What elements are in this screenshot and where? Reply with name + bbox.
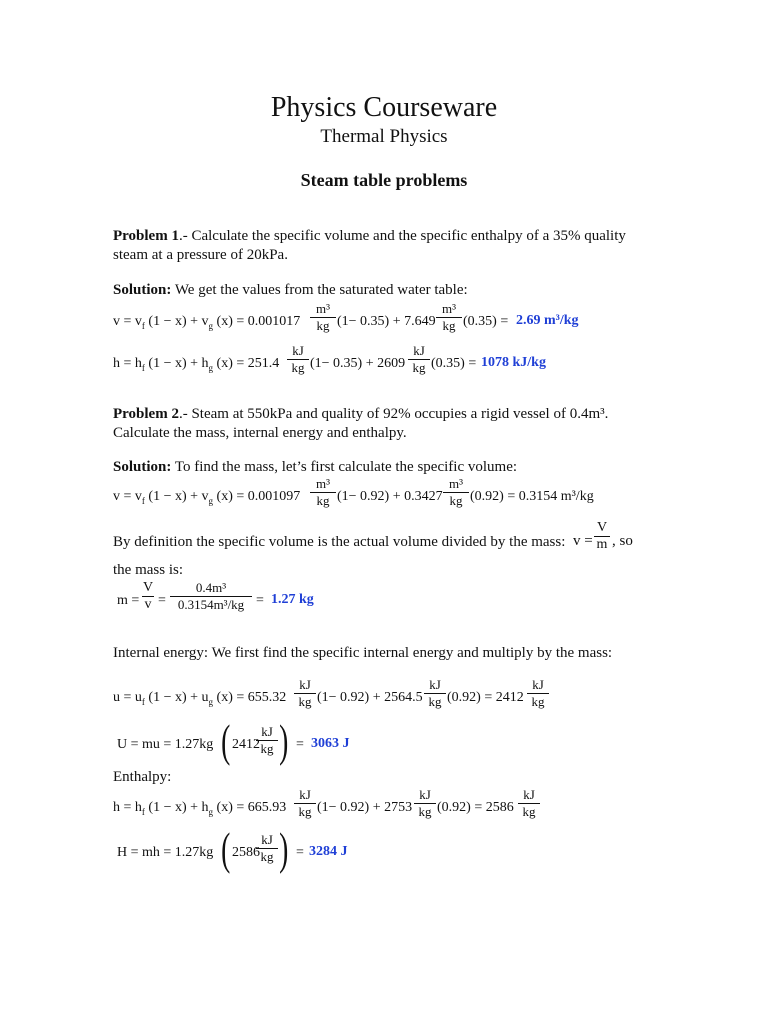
eq-part: (1− 0.92) + 0.3427 [337, 489, 443, 504]
fraction [518, 788, 540, 819]
enthalpy-label: Enthalpy: [113, 769, 172, 785]
result-value: 1078 kJ/kg [481, 355, 546, 370]
frac-num: kJ [413, 343, 425, 358]
eq-part: (0.35) = [463, 314, 509, 329]
eq-p1-h [113, 356, 279, 373]
frac-den: kg [316, 318, 330, 333]
frac-den: kg [260, 741, 274, 756]
frac-den: kg [412, 360, 426, 375]
eq-part: (0.92) = 2412 [447, 690, 524, 705]
eq-part: (x) = 665.93 [216, 800, 287, 815]
frac-num: 0.4m³ [195, 580, 227, 595]
page-subtitle: Thermal Physics [320, 126, 448, 147]
eq-p2-u [113, 690, 286, 707]
eq-part: (1− 0.35) + 2609 [310, 356, 406, 371]
eq-sub: f [141, 696, 145, 707]
eq-part: (1 − x) + h [148, 356, 209, 371]
fraction [310, 302, 336, 333]
problem2-solution [113, 458, 643, 477]
definition-text: By definition the specific volume is the actual volume divided by the mass: [113, 534, 566, 550]
frac-den: m [596, 537, 608, 552]
frac-den: v [144, 597, 152, 612]
eq-part: 2412 [232, 737, 260, 752]
frac-den: kg [298, 694, 312, 709]
frac-num: kJ [299, 787, 311, 802]
problem1-solution [113, 281, 643, 300]
eq-sub: f [141, 362, 145, 373]
left-paren: ( [221, 715, 231, 766]
problem2-solution-label: Solution: [113, 459, 172, 475]
eq-part: v = [573, 533, 593, 549]
frac-num: kJ [523, 787, 535, 802]
problem1-label: Problem 1 [113, 228, 179, 244]
result-value: 2.69 m³/kg [516, 313, 579, 328]
fraction [256, 833, 278, 864]
page-title: Physics Courseware [270, 92, 498, 123]
frac-num: m³ [441, 301, 456, 316]
fraction [287, 344, 309, 375]
frac-den: kg [298, 804, 312, 819]
frac-num: m³ [315, 476, 330, 491]
internal-energy-text: Internal energy: We first find the specific internal energy and multiply by the mass: [113, 645, 613, 661]
frac-num: kJ [419, 787, 431, 802]
eq-part: u = u [113, 690, 142, 705]
result-value: 3063 J [311, 736, 350, 751]
eq-part: m = [117, 593, 140, 608]
eq-sub: f [141, 320, 145, 331]
frac-den: kg [418, 804, 432, 819]
frac-den: kg [316, 493, 330, 508]
frac-num: V [596, 520, 608, 535]
fraction [414, 788, 436, 819]
fraction [424, 678, 446, 709]
result-value: 1.27 kg [271, 592, 314, 607]
frac-num: kJ [429, 677, 441, 692]
fraction [294, 788, 316, 819]
eq-sub: f [141, 495, 145, 506]
eq-part: (x) = 0.001097 [216, 489, 301, 504]
problem1-text: .- Calculate the specific volume and the specific enthalpy of a 35% quality steam at a pressure of 20kPa. [113, 228, 626, 263]
problem1-statement [113, 227, 643, 265]
eq-part: (1 − x) + v [148, 489, 209, 504]
eq-part: , so [612, 533, 633, 549]
problem2-text: .- Steam at 550kPa and quality of 92% occupies a rigid vessel of 0.4m³. Calculate the mass, internal energy and enthalpy. [113, 406, 609, 441]
left-paren: ( [221, 823, 231, 874]
frac-num: kJ [299, 677, 311, 692]
problem2-label: Problem 2 [113, 406, 179, 422]
fraction [443, 477, 469, 508]
fraction [436, 302, 462, 333]
eq-part: U = mu = 1.27kg [117, 737, 214, 752]
eq-part: v = v [113, 489, 142, 504]
fraction [594, 521, 610, 552]
frac-den: kg [428, 694, 442, 709]
eq-part: (x) = 251.4 [216, 356, 280, 371]
right-paren: ) [279, 823, 289, 874]
frac-num: kJ [292, 343, 304, 358]
right-paren: ) [279, 715, 289, 766]
frac-den: kg [442, 318, 456, 333]
eq-sub: g [208, 696, 214, 707]
frac-den: kg [291, 360, 305, 375]
eq-part: (0.92) = 0.3154 m³/kg [470, 489, 594, 504]
fraction [310, 477, 336, 508]
eq-p2-v [113, 489, 300, 506]
eq-part: = [296, 845, 304, 860]
frac-den: kg [449, 493, 463, 508]
mass-text: the mass is: [113, 562, 183, 578]
problem2-solution-text: To find the mass, let’s first calculate the specific volume: [171, 459, 518, 475]
frac-num: kJ [261, 724, 273, 739]
eq-part: (0.35) = [431, 356, 477, 371]
eq-sub: g [208, 806, 214, 817]
eq-sub: g [208, 362, 214, 373]
eq-part: (1− 0.35) + 7.649 [337, 314, 436, 329]
eq-part: H = mh = 1.27kg [117, 845, 214, 860]
eq-p2-h [113, 800, 286, 817]
eq-part: (1 − x) + v [148, 314, 209, 329]
eq-part: h = h [113, 800, 142, 815]
section-heading: Steam table problems [300, 170, 468, 190]
eq-part: = [158, 593, 166, 608]
eq-sub: f [141, 806, 145, 817]
result-value: 3284 J [309, 844, 348, 859]
frac-num: m³ [448, 476, 463, 491]
eq-sub: g [208, 495, 214, 506]
frac-num: kJ [532, 677, 544, 692]
eq-part: (x) = 655.32 [216, 690, 287, 705]
eq-sub: g [208, 320, 214, 331]
eq-part: (1 − x) + u [148, 690, 209, 705]
eq-part: = [296, 737, 304, 752]
problem1-solution-text: We get the values from the saturated water table: [171, 282, 468, 298]
eq-part: (x) = 0.001017 [216, 314, 301, 329]
fraction [294, 678, 316, 709]
frac-den: kg [260, 849, 274, 864]
eq-part: h = h [113, 356, 142, 371]
fraction [408, 344, 430, 375]
problem2-statement [113, 405, 643, 443]
frac-den: kg [522, 804, 536, 819]
eq-part: v = v [113, 314, 142, 329]
fraction [527, 678, 549, 709]
eq-part: (1− 0.92) + 2564.5 [317, 690, 423, 705]
frac-num: V [142, 580, 154, 595]
fraction [256, 725, 278, 756]
eq-part: = [256, 593, 264, 608]
frac-den: kg [531, 694, 545, 709]
eq-p1-v [113, 314, 300, 331]
frac-den: 0.3154m³/kg [177, 597, 245, 612]
fraction [142, 581, 154, 612]
eq-part: (0.92) = 2586 [437, 800, 514, 815]
problem1-solution-label: Solution: [113, 282, 172, 298]
eq-part: (1− 0.92) + 2753 [317, 800, 413, 815]
frac-num: m³ [315, 301, 330, 316]
eq-part: 2586 [232, 845, 260, 860]
eq-part: (1 − x) + h [148, 800, 209, 815]
frac-num: kJ [261, 832, 273, 847]
fraction [170, 581, 252, 612]
